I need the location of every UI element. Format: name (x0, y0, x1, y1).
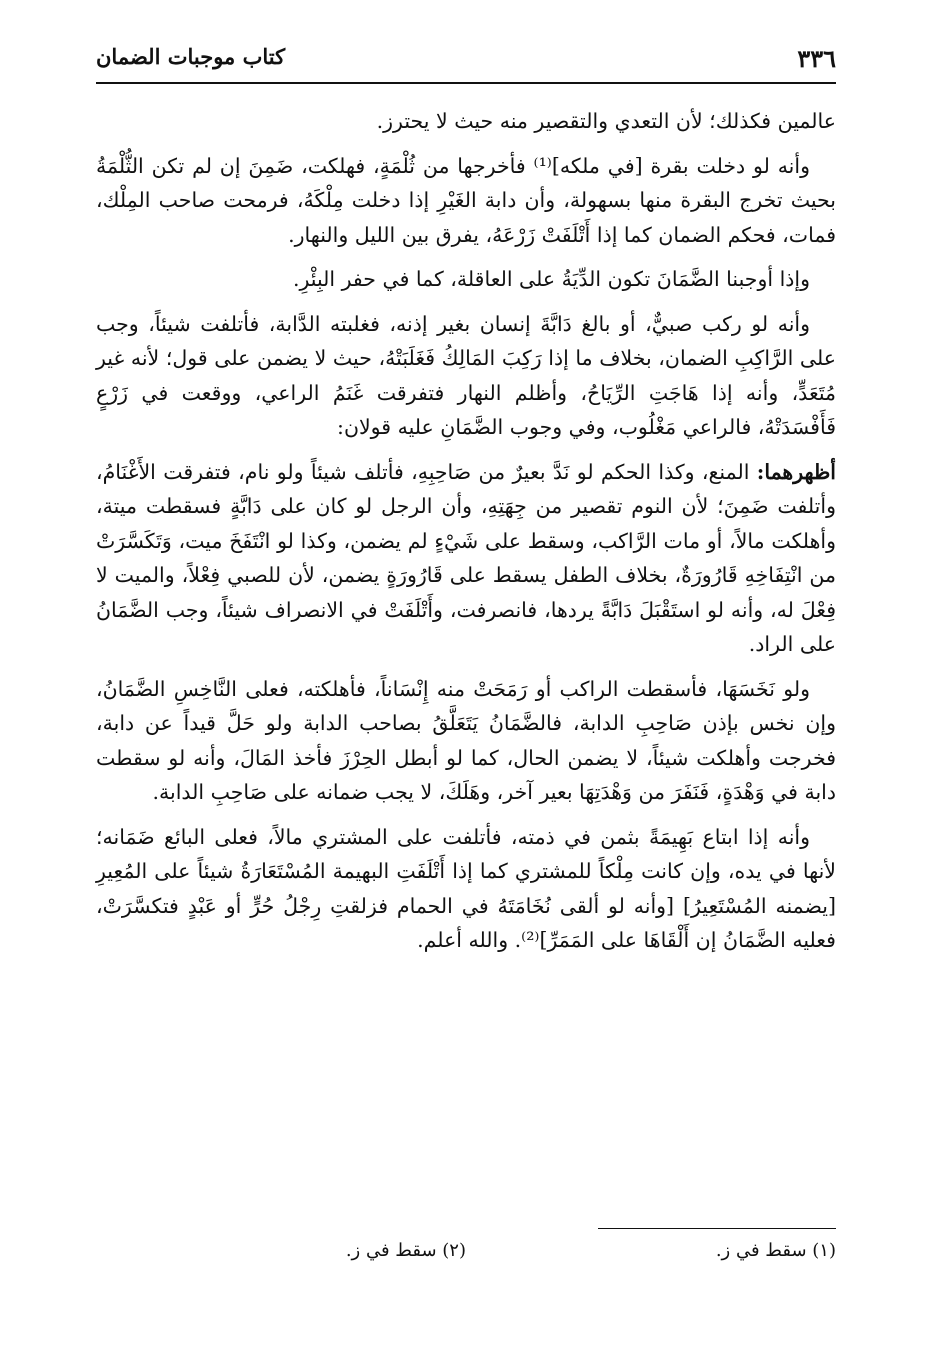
paragraph (96, 455, 836, 662)
footnote-1: (١) سقط في ز. (715, 1240, 836, 1261)
paragraph-lead: أظهرهما: (756, 459, 836, 484)
paragraph (96, 149, 836, 253)
paragraph (96, 672, 836, 810)
paragraph-text: وإذا أوجبنا الضَّمَانَ تكون الدِّيَةُ على العاقلة، كما في حفر البِئْرِ. (292, 267, 810, 291)
page-number: ٣٣٦ (797, 44, 836, 73)
paragraph-text: وأنه لو دخلت بقرة [في ملكه]⁽¹⁾ فأخرجها من ثُلْمَةٍ، فهلكت، ضَمِنَ إن لم تكن الثُّلْمَةُ بحيث تخرج البقرة منها بسهولة، وأن دابة الغَيْرِ إذا دخلت مِلْكَهُ، فرمحت صاحب المِلْك، فمات، فحكم الضمان كما إذا أَتْلَفَتْ زَرْعَهُ، يفرق بين الليل والنهار. (96, 153, 836, 247)
paragraph-text: وأنه لو ركب صبيٌّ، أو بالغ دَابَّةَ إنسان بغير إذنه، فغلبته الدَّابة، فأتلفت شيئاً، وجب على الرَّاكِبِ الضمان، بخلاف ما إذا رَكِبَ المَالِكُ فَغَلَبَتْهُ، حيث لا يضمن على قول؛ لأنه غير مُتَعَدٍّ، وأنه إذا هَاجَتِ الرِّيَاحُ، وأظلم النهار فتفرقت غَنَمُ الراعي، ووقعت في زَرْعٍ فَأَفْسَدَتْهُ، فالراعي مَغْلُوب، وفي وجوب الضَّمَانِ عليه قولان: (96, 311, 836, 439)
footnotes (96, 1240, 836, 1272)
body-text (96, 104, 836, 968)
paragraph-text: عالمين فكذلك؛ لأن التعدي والتقصير منه حيث لا يحترز. (376, 109, 836, 133)
running-title: كتاب موجبات الضمان (96, 44, 286, 69)
footnote-divider (598, 1228, 836, 1229)
paragraph (96, 104, 836, 139)
paragraph (96, 262, 836, 297)
page-header (96, 38, 836, 84)
paragraph-text: ولو نَخَسَهَا، فأسقطت الراكب أو رَمَحَتْ منه إِنْسَاناً، فأهلكته، فعلى النَّاخِسِ الضَّمَانُ، وإن نخس بإذن صَاحِبِ الدابة، فالضَّمَانُ يَتَعَلَّقُ بصاحب الدابة ولو حَلَّ قيداً عن دابة، فخرجت وأهلكت شيئاً، لا يضمن الحال، كما لو أبطل الحِرْزَ فأخذ المَالَ، وأنه لو سقطت دابة في وَهْدَةٍ، فَنَفَرَ من وَهْدَتِهَا بعير آخر، وهَلَكَ، لا يجب ضمانه على صَاحِبِ الدابة. (96, 676, 836, 804)
paragraph-text: وأنه إذا ابتاع بَهِيمَةً بثمن في ذمته، فأتلفت على المشتري مالاً، فعلى البائع ضَمَانه؛ لأنها في يده، وإن كانت مِلْكاً للمشتري كما إذا أَتْلَفَتِ البهيمة المُسْتَعَارَةُ شيئاً على المُعِيرِ [يضمنه المُسْتَعِيرُ] [وأنه لو ألقى نُخَامَتَهُ في الحمام فزلقتِ رِجْلُ حُرٍّ أو عَبْدٍ فتكسَّرَتْ، فعليه الضَّمَانُ إن أَلْقَاهَا على المَمَرِّ]⁽²⁾. والله أعلم. (96, 824, 836, 952)
footnote-2: (٢) سقط في ز. (345, 1240, 466, 1261)
paragraph-text: المنع، وكذا الحكم لو نَدَّ بعيرٌ من صَاحِبِهِ، فأتلف شيئاً ولو نام، فتفرقت الأَغْنَامُ، وأتلفت ضَمِنَ؛ لأن النوم تقصير من جِهَتِهِ، وأن الرجل لو كان على دَابَّةٍ فسقطت ميتة، وأهلكت مالاً، أو مات الرَّاكب، وسقط على شَيْءٍ لم يضمن، وكذا لو انْتَفَخَ ميت، وَتَكَسَّرَتْ من انْتِفَاخِهِ قَارُورَةٌ، بخلاف الطفل يسقط على قَارُورَةٍ يضمن، لأن للصبي فِعْلاً، والميت لا فِعْلَ له، وأنه لو استَقْبَلَ دَابَّةً يردها، فانصرفت، وأَتْلَفَتْ في الانصراف شيئاً، وجب الضَّمَانُ على الراد. (96, 459, 836, 656)
paragraph (96, 820, 836, 958)
paragraph (96, 307, 836, 445)
